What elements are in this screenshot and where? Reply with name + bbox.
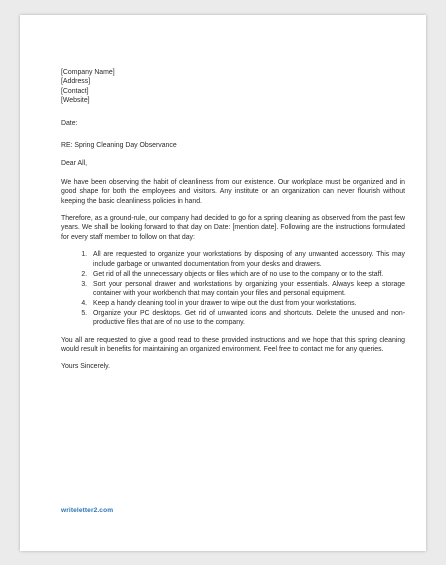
site-watermark-link[interactable]: writeletter2.com (61, 507, 114, 514)
letter-signoff: Yours Sincerely. (61, 363, 111, 371)
instruction-item: 4. Keep a handy cleaning tool in your drawer to wipe out the dust from your workstations. (89, 299, 405, 308)
letter-date: Date: (61, 119, 78, 127)
instruction-item: 2. Get rid of all the unnecessary objects or files which are of no use to the company or to the staff. (89, 270, 405, 279)
sender-block (61, 68, 405, 106)
instruction-item: 1. All are requested to organize your workstations by disposing of any unwanted accessory. This may include garbage or unwanted documentation from your desks and drawers. (89, 250, 405, 269)
instruction-item: 3. Sort your personal drawer and workstations by organizing your essentials. Always keep a storage container with your workbench that may contain your files and personal equipment. (89, 280, 405, 299)
letter-subject: RE: Spring Cleaning Day Observance (61, 142, 177, 150)
letter-salutation: Dear All, (61, 160, 88, 168)
sender-company-name: [Company Name] (61, 69, 115, 76)
letter-page (20, 15, 426, 551)
sender-contact: [Contact] (61, 87, 89, 95)
instruction-item: 5. Organize your PC desktops. Get rid of unwanted icons and shortcuts. Delete the unused and non-productive files that are of no use to the company. (89, 309, 405, 328)
sender-website: [Website] (61, 97, 90, 105)
letter-paragraph-announcement: Therefore, as a ground-rule, our company had decided to go for a spring cleaning as observed from the past few years. We shall be looking forward to that day on Date: [mention date]. Following are the instructions formulated for every staff member to follow on that day: (61, 215, 405, 241)
sender-address: [Address] (61, 78, 91, 86)
letter-paragraph-closing: You all are requested to give a good read to these provided instructions and we hope that this spring cleaning would result in benefits for maintaining an organized environment. Feel free to contact me for any queries. (61, 336, 405, 353)
letter-body (61, 68, 405, 372)
letter-paragraph-intro: We have been observing the habit of cleanliness from our existence. Our workplace must be organized and in good shape for both the employees and visitors. Any institute or an organization can never flourish without keeping the basic cleanliness policies in hand. (61, 178, 405, 205)
instructions-list (61, 250, 405, 327)
